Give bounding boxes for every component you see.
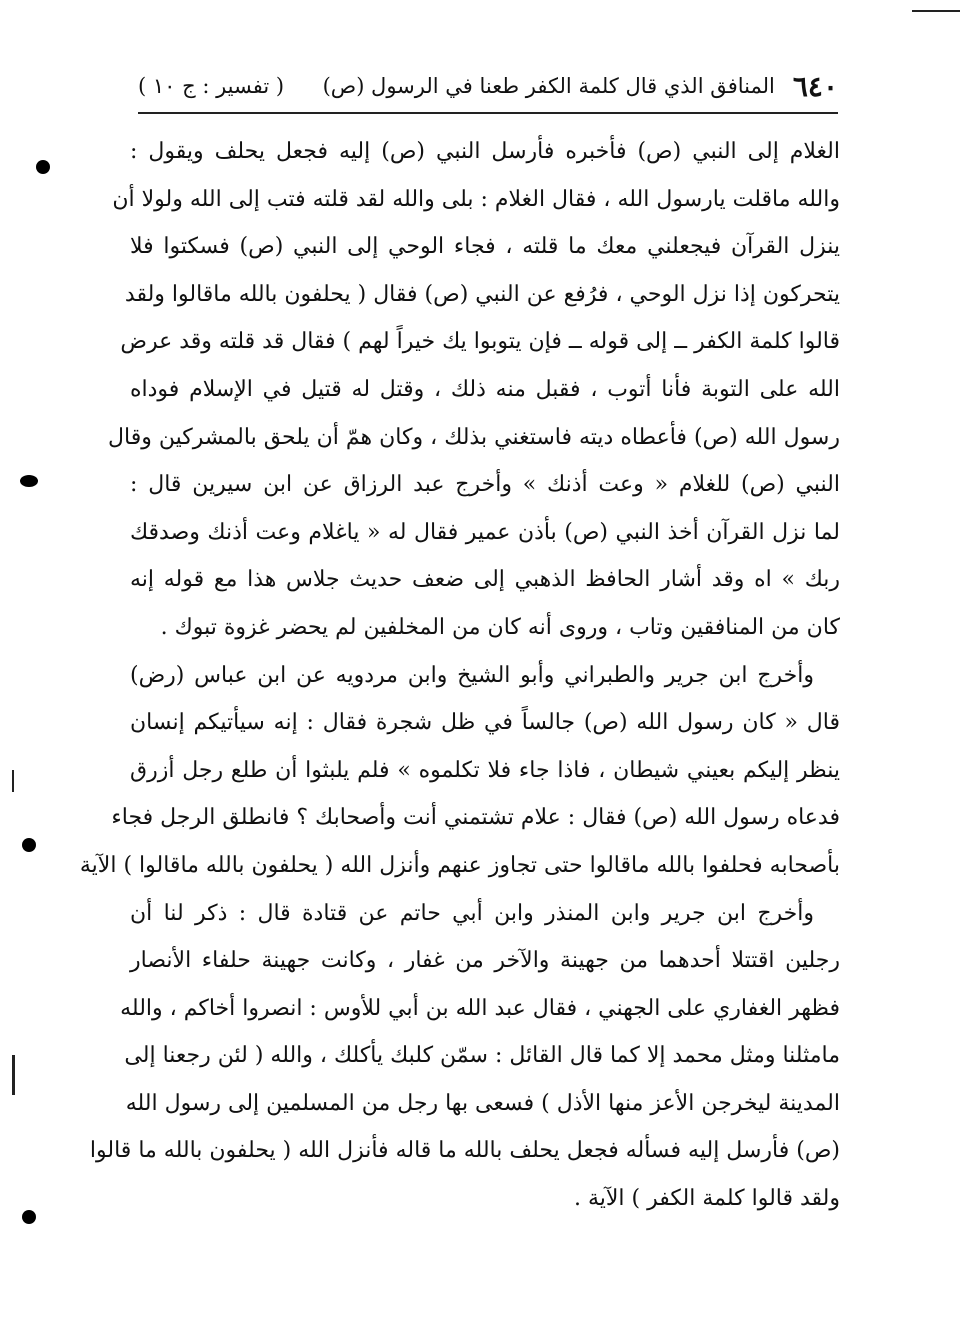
header-rule <box>138 112 838 114</box>
paragraph <box>89 890 840 1223</box>
text-line: المدينة ليخرجن الأعز منها الأذل ) فسعى بها رجل من المسلمين إلى رسول الله <box>125 1090 840 1116</box>
text-line: لما نزل القرآن أخذ النبي (ص) بأذن عمير فقال له « ياغلام وعت أذنك وصدقك <box>130 519 840 545</box>
top-rule-mark <box>912 10 960 12</box>
margin-scan-mark <box>12 1055 15 1095</box>
text-line: فظهر الغفاري على الجهني ، فقال عبد الله بن أبي للأوس : انصروا أخاكم ، والله <box>120 995 840 1021</box>
text-line: وأخرج ابن جرير وابن المنذر وابن أبي حاتم عن قتادة قال : ذكر لنا أن <box>130 900 814 926</box>
binding-hole-mark <box>36 160 50 174</box>
text-line: فدعاه رسول الله (ص) فقال : علام تشتمني أنت وأصحابك ؟ فانطلق الرجل فجاء <box>111 805 840 831</box>
text-line: وأخرج ابن جرير والطبراني وأبو الشيخ وابن مردويه عن ابن عباس (رض) <box>130 662 814 688</box>
text-line: رجلين اقتتلا أحدهما من جهينة والآخر من غفار ، وكانت جهينة حلفاء الأنصار <box>130 948 840 974</box>
page-header <box>138 64 838 108</box>
paragraph <box>79 652 840 890</box>
text-line: بأصحابه فحلفوا بالله ماقالوا حتى تجاوز عنهم وأنزل الله ( يحلفون بالله ماقالوا ) الآية <box>79 852 840 878</box>
margin-scan-mark <box>12 770 14 792</box>
page-number: ٦٤٠ <box>792 69 838 103</box>
text-line: ينزل القرآن فيجعلني معك ما قلته ، فجاء الوحي إلى النبي (ص) فسكتوا فلا <box>130 234 840 260</box>
running-title: المنافق الذي قال كلمة الكفر طعنا في الرسول (ص) <box>322 74 775 98</box>
text-line: قالوا كلمة الكفر ــ إلى قوله ــ فإن يتوبوا يك خيراً لهم ) فقال قد قلته وقد عرض <box>120 329 840 355</box>
text-line: كان من المنافقين وتاب ، وروى أنه كان من المخلفين لم يحضر غزوة تبوك . <box>160 614 840 640</box>
text-line: الله على التوبة فأنا أتوب ، فقبل منه ذلك ، وقتل له قتيل في الإسلام فوداه <box>130 376 840 402</box>
text-line: النبي (ص) للغلام « وعت أذنك » وأخرج عبد الرزاق عن ابن سيرين قال : <box>130 472 840 498</box>
text-line: يتحركون إذا نزل الوحي ، فرُفع عن النبي (ص) فقال ( يحلفون بالله ماقالوا ولقد <box>124 281 840 307</box>
text-line: ربك » اه وقد أشار الحافظ الذهبي إلى ضعف حديث جلاس هذا مع قوله إنه <box>130 567 840 593</box>
text-line: والله ماقلت يارسول الله ، فقال الغلام : بلى والله لقد قلته فتب إلى الله ولولا أن <box>112 186 840 212</box>
text-line: الغلام إلى النبي (ص) فأخبره فأرسل النبي (ص) إليه فجعل يحلف ويقول : <box>130 139 840 164</box>
binding-hole-mark <box>20 475 38 487</box>
paragraph <box>108 128 840 652</box>
text-line: (ص) فأرسل إليه فسأله فجعل يحلف بالله ما قاله فأنزل الله ( يحلفون بالله ما قالوا <box>89 1138 840 1164</box>
volume-label: ( تفسير : ج ١٠ ) <box>138 74 285 98</box>
text-line: ولقد قالوا كلمة الكفر ) الآية . <box>573 1186 840 1212</box>
text-line: قال « كان رسول الله (ص) جالساً في ظل شجرة فقال : إنه سيأتيكم إنسان <box>130 710 840 736</box>
binding-hole-mark <box>22 838 36 852</box>
body-text <box>79 128 840 1223</box>
text-line: مامثلنا ومثل محمد إلا كما قال القائل : سمّن كلبك يأكلك ، والله ( لئن رجعنا إلى <box>124 1043 840 1069</box>
text-line: ينظر إليكم بعيني شيطان ، فاذا جاء فلا تكلموه » فلم يلبثوا أن طلع رجل أزرق <box>130 757 840 783</box>
text-line: رسول الله (ص) فأعطاه ديته فاستغني بذلك ، وكان همّ أن يلحق بالمشركين وقال <box>108 424 840 450</box>
binding-hole-mark <box>22 1210 36 1224</box>
